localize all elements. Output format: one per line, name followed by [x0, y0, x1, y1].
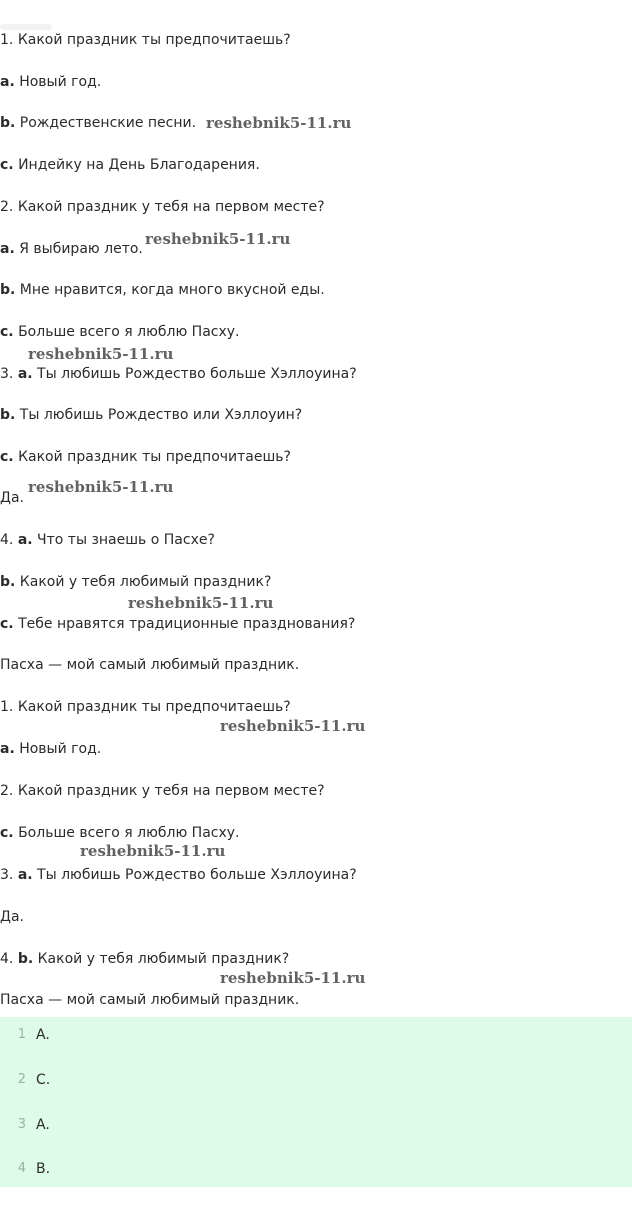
line-text: Больше всего я люблю Пасху. — [13, 324, 240, 340]
line-text: Да. — [0, 909, 24, 925]
option-label: b. — [0, 282, 16, 298]
line-text: Мне нравится, когда много вкусной еды. — [15, 282, 325, 298]
option-label: c. — [0, 449, 14, 465]
text-line — [0, 323, 240, 341]
watermark: reshebnik5-11.ru — [220, 717, 366, 735]
line-text: Новый год. — [14, 741, 102, 757]
answer-number: 2 — [17, 1072, 26, 1087]
watermark: reshebnik5-11.ru — [220, 969, 366, 987]
text-line — [0, 156, 260, 174]
answer-number: 1 — [17, 1027, 26, 1042]
text-line — [0, 740, 101, 758]
line-text: Индейку на День Благодарения. — [13, 157, 260, 173]
text-line — [0, 281, 325, 299]
option-label: a. — [17, 366, 33, 382]
option-label: a. — [0, 241, 15, 257]
line-text: Какой у тебя любимый праздник? — [33, 951, 290, 967]
answer-number: 3 — [17, 1117, 26, 1132]
line-text: Ты любишь Рождество больше Хэллоуина? — [32, 366, 357, 382]
text-line — [0, 406, 302, 424]
item-number: 2. — [0, 199, 18, 215]
item-number: 2. — [0, 783, 18, 799]
answer-row — [0, 1025, 200, 1045]
watermark: reshebnik5-11.ru — [28, 478, 174, 496]
option-label: c. — [0, 616, 14, 632]
text-line — [0, 573, 271, 591]
text-line — [0, 615, 355, 633]
text-line — [0, 73, 101, 91]
option-label: b. — [0, 574, 16, 590]
text-line — [0, 698, 291, 716]
watermark: reshebnik5-11.ru — [80, 842, 226, 860]
line-text: Пасха — мой самый любимый праздник. — [0, 657, 300, 673]
option-label: c. — [0, 324, 14, 340]
answer-number: 4 — [17, 1161, 26, 1176]
line-text: Я выбираю лето. — [14, 241, 143, 257]
option-label: c. — [0, 157, 14, 173]
answer-value: B. — [36, 1161, 51, 1177]
item-number: 4. — [0, 532, 18, 548]
option-label: b. — [17, 951, 34, 967]
text-line — [0, 866, 357, 884]
item-number: 3. — [0, 867, 18, 883]
answer-row — [0, 1070, 200, 1090]
watermark: reshebnik5-11.ru — [128, 594, 274, 612]
text-line — [0, 950, 289, 968]
line-text: Да. — [0, 490, 24, 506]
option-label: b. — [0, 407, 16, 423]
text-line — [0, 198, 325, 216]
text-line — [0, 114, 196, 132]
text-line — [0, 240, 143, 258]
text-line — [0, 782, 325, 800]
line-text: Какой праздник у тебя на первом месте? — [17, 783, 325, 799]
line-text: Ты любишь Рождество больше Хэллоуина? — [32, 867, 357, 883]
line-text: Больше всего я люблю Пасху. — [13, 825, 240, 841]
option-label: a. — [17, 532, 33, 548]
line-text: Что ты знаешь о Пасхе? — [32, 532, 215, 548]
watermark: reshebnik5-11.ru — [206, 114, 352, 132]
answer-row — [0, 1115, 200, 1135]
item-number: 1. — [0, 32, 18, 48]
text-line — [0, 365, 357, 383]
line-text: Какой праздник ты предпочитаешь? — [13, 449, 291, 465]
watermark: reshebnik5-11.ru — [28, 345, 174, 363]
answer-value: C. — [36, 1072, 51, 1088]
text-line — [0, 908, 24, 926]
item-number: 3. — [0, 366, 18, 382]
line-text: Тебе нравятся традиционные празднования? — [13, 616, 356, 632]
option-label: a. — [0, 741, 15, 757]
watermark: reshebnik5-11.ru — [145, 230, 291, 248]
line-text: Рождественские песни. — [15, 115, 197, 131]
text-line — [0, 531, 215, 549]
line-text: Какой праздник ты предпочитаешь? — [17, 699, 291, 715]
line-text: Пасха — мой самый любимый праздник. — [0, 992, 300, 1008]
answer-value: A. — [36, 1027, 50, 1043]
line-text: Ты любишь Рождество или Хэллоуин? — [15, 407, 303, 423]
line-text: Какой у тебя любимый праздник? — [15, 574, 272, 590]
answer-key-box — [0, 1017, 632, 1187]
option-label: c. — [0, 825, 14, 841]
option-label: b. — [0, 115, 16, 131]
line-text: Какой праздник ты предпочитаешь? — [17, 32, 291, 48]
line-text: Новый год. — [14, 74, 102, 90]
answer-value: A. — [36, 1117, 50, 1133]
line-text: Какой праздник у тебя на первом месте? — [17, 199, 325, 215]
answer-row — [0, 1159, 200, 1179]
item-number: 4. — [0, 951, 18, 967]
text-line — [0, 489, 24, 507]
text-line — [0, 31, 291, 49]
option-label: a. — [17, 867, 33, 883]
item-number: 1. — [0, 699, 18, 715]
text-line — [0, 448, 291, 466]
tab-header-shape — [0, 24, 52, 30]
text-line — [0, 991, 299, 1009]
text-line — [0, 656, 299, 674]
option-label: a. — [0, 74, 15, 90]
text-line — [0, 824, 240, 842]
